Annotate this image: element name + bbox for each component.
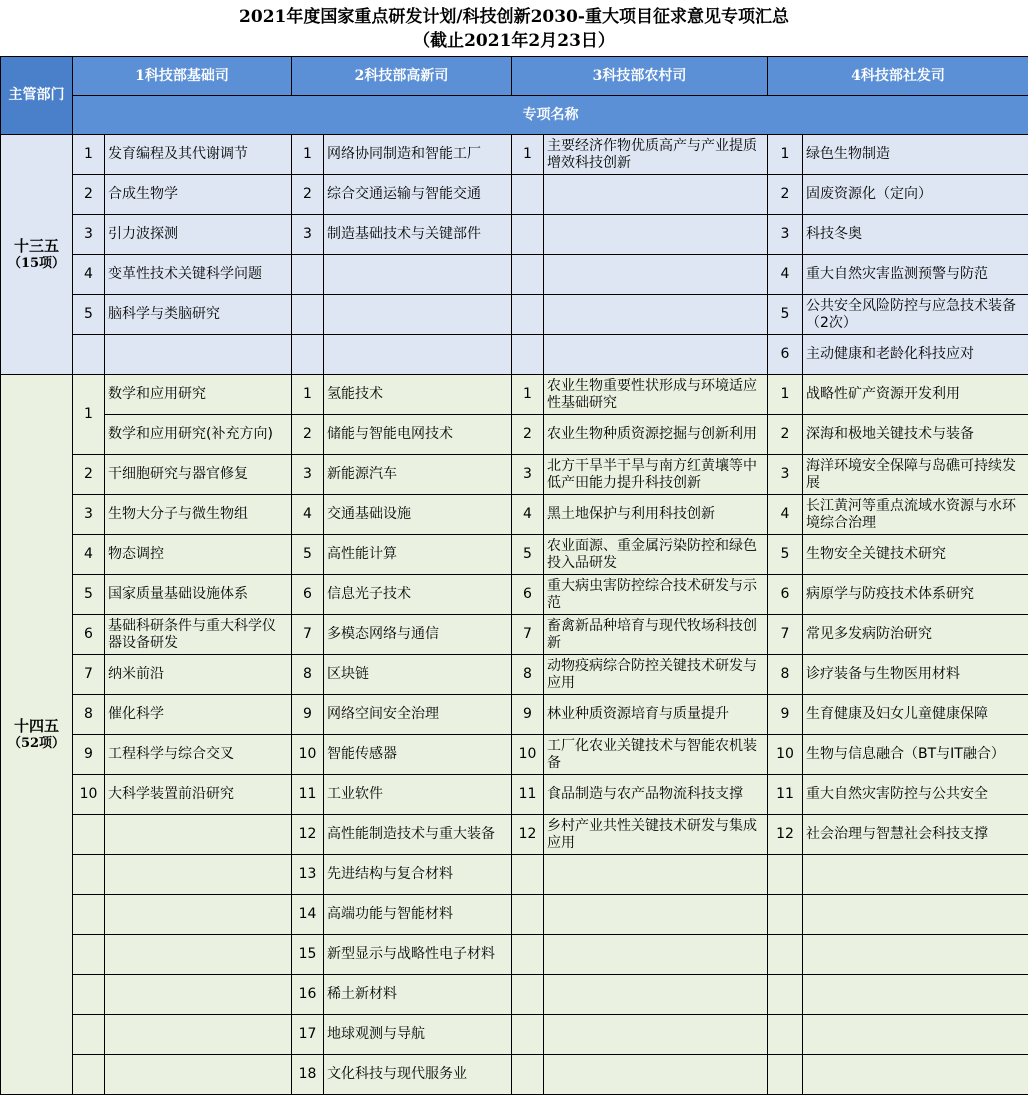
item-name: 工程科学与综合交叉 <box>105 735 292 775</box>
item-number: 6 <box>768 335 803 375</box>
section-name: 十三五 <box>13 236 59 255</box>
item-number: 2 <box>292 415 324 455</box>
item-name: 农业生物种质资源挖掘与创新利用 <box>544 415 768 455</box>
item-number <box>768 1015 803 1055</box>
item-name <box>324 335 512 375</box>
item-name: 新型显示与战略性电子材料 <box>324 935 512 975</box>
item-number <box>73 1055 105 1095</box>
table-row <box>1 455 1028 495</box>
project-name-header: 专项名称 <box>73 96 1028 135</box>
item-number <box>512 855 544 895</box>
dept-col-1: 1科技部基础司 <box>73 57 292 96</box>
table-row <box>1 135 1028 175</box>
item-name: 多模态网络与通信 <box>324 615 512 655</box>
table-row <box>1 495 1028 535</box>
item-name: 数学和应用研究(补充方向) <box>105 415 292 455</box>
item-number <box>73 975 105 1015</box>
item-name <box>803 935 1028 975</box>
item-number <box>73 815 105 855</box>
item-name <box>803 855 1028 895</box>
item-number: 10 <box>73 775 105 815</box>
item-number <box>768 935 803 975</box>
item-name: 储能与智能电网技术 <box>324 415 512 455</box>
dept-col-4: 4科技部社发司 <box>768 57 1028 96</box>
item-name: 战略性矿产资源开发利用 <box>803 375 1028 415</box>
item-number <box>512 1015 544 1055</box>
item-number: 10 <box>768 735 803 775</box>
item-name: 生物与信息融合（BT与IT融合） <box>803 735 1028 775</box>
item-number <box>512 935 544 975</box>
item-number <box>512 175 544 215</box>
table-row <box>1 615 1028 655</box>
item-name: 稀土新材料 <box>324 975 512 1015</box>
item-name: 海洋环境安全保障与岛礁可持续发展 <box>803 455 1028 495</box>
item-name: 工业软件 <box>324 775 512 815</box>
item-number: 6 <box>512 575 544 615</box>
item-name: 交通基础设施 <box>324 495 512 535</box>
item-name <box>544 295 768 335</box>
item-name: 催化科学 <box>105 695 292 735</box>
item-name <box>544 975 768 1015</box>
subheader-row <box>1 96 1028 135</box>
item-name <box>544 255 768 295</box>
item-number <box>512 295 544 335</box>
item-name <box>544 935 768 975</box>
item-name: 大科学装置前沿研究 <box>105 775 292 815</box>
item-number: 4 <box>768 255 803 295</box>
table-row <box>1 735 1028 775</box>
item-number: 11 <box>512 775 544 815</box>
item-number: 3 <box>292 215 324 255</box>
item-number: 1 <box>292 375 324 415</box>
item-name: 常见多发病防治研究 <box>803 615 1028 655</box>
item-number: 5 <box>292 535 324 575</box>
item-number: 3 <box>73 215 105 255</box>
item-name: 区块链 <box>324 655 512 695</box>
item-name: 动物疫病综合防控关键技术研发与应用 <box>544 655 768 695</box>
item-name: 高性能制造技术与重大装备 <box>324 815 512 855</box>
item-name: 智能传感器 <box>324 735 512 775</box>
item-name: 网络协同制造和智能工厂 <box>324 135 512 175</box>
item-name: 工厂化农业关键技术与智能农机装备 <box>544 735 768 775</box>
item-number: 2 <box>292 175 324 215</box>
item-name: 发育编程及其代谢调节 <box>105 135 292 175</box>
item-name: 新能源汽车 <box>324 455 512 495</box>
item-number: 8 <box>292 655 324 695</box>
item-number <box>73 855 105 895</box>
item-number: 8 <box>768 655 803 695</box>
section-count: （15项） <box>7 255 66 271</box>
title-line-2: （截止2021年2月23日） <box>413 31 615 51</box>
item-number: 12 <box>512 815 544 855</box>
item-number <box>512 1055 544 1095</box>
item-name <box>105 855 292 895</box>
item-number <box>292 335 324 375</box>
item-number: 4 <box>768 495 803 535</box>
item-name: 合成生物学 <box>105 175 292 215</box>
item-number: 10 <box>292 735 324 775</box>
item-number: 12 <box>292 815 324 855</box>
item-number <box>292 295 324 335</box>
item-number: 14 <box>292 895 324 935</box>
item-number: 5 <box>73 295 105 335</box>
item-name <box>544 215 768 255</box>
dept-col-3: 3科技部农村司 <box>512 57 768 96</box>
item-name: 乡村产业共性关键技术研发与集成应用 <box>544 815 768 855</box>
item-number <box>768 1055 803 1095</box>
item-name: 深海和极地关键技术与装备 <box>803 415 1028 455</box>
item-name: 物态调控 <box>105 535 292 575</box>
table-row <box>1 415 1028 455</box>
item-number: 4 <box>512 495 544 535</box>
item-number <box>512 895 544 935</box>
table-row <box>1 575 1028 615</box>
table-row <box>1 855 1028 895</box>
item-number: 9 <box>292 695 324 735</box>
section-count: （52项） <box>7 735 66 751</box>
document-title <box>0 0 1028 56</box>
item-name <box>803 975 1028 1015</box>
item-number: 4 <box>73 535 105 575</box>
item-number: 1 <box>73 375 105 455</box>
item-number: 3 <box>292 455 324 495</box>
item-number: 7 <box>292 615 324 655</box>
item-number: 13 <box>292 855 324 895</box>
table-row <box>1 695 1028 735</box>
item-number: 15 <box>292 935 324 975</box>
item-name: 高性能计算 <box>324 535 512 575</box>
item-name <box>105 1055 292 1095</box>
item-name <box>803 1015 1028 1055</box>
item-number: 6 <box>292 575 324 615</box>
item-number: 1 <box>768 375 803 415</box>
item-number: 2 <box>768 175 803 215</box>
item-name: 农业面源、重金属污染防控和绿色投入品研发 <box>544 535 768 575</box>
item-number: 2 <box>73 455 105 495</box>
item-number <box>512 975 544 1015</box>
item-name <box>105 935 292 975</box>
item-name <box>105 335 292 375</box>
item-name: 北方干旱半干旱与南方红黄壤等中低产田能力提升科技创新 <box>544 455 768 495</box>
table-row <box>1 255 1028 295</box>
item-name <box>544 175 768 215</box>
title-line-1: 2021年度国家重点研发计划/科技创新2030-重大项目征求意见专项汇总 <box>239 7 789 27</box>
table-row <box>1 175 1028 215</box>
item-number <box>292 255 324 295</box>
table-row <box>1 655 1028 695</box>
item-name: 重大病虫害防控综合技术研发与示范 <box>544 575 768 615</box>
item-number: 3 <box>512 455 544 495</box>
item-name: 重大自然灾害防控与公共安全 <box>803 775 1028 815</box>
item-number: 9 <box>768 695 803 735</box>
item-number: 11 <box>292 775 324 815</box>
section-label <box>1 375 73 1095</box>
item-name <box>105 815 292 855</box>
item-name: 畜禽新品种培育与现代牧场科技创新 <box>544 615 768 655</box>
section-name: 十四五 <box>13 716 59 735</box>
item-number: 1 <box>292 135 324 175</box>
item-number: 5 <box>768 295 803 335</box>
item-name: 科技冬奥 <box>803 215 1028 255</box>
item-number: 4 <box>292 495 324 535</box>
dept-col-2: 2科技部高新司 <box>292 57 512 96</box>
item-number <box>73 335 105 375</box>
item-name: 氢能技术 <box>324 375 512 415</box>
item-number: 6 <box>73 615 105 655</box>
item-number: 11 <box>768 775 803 815</box>
item-name: 公共安全风险防控与应急技术装备（2次） <box>803 295 1028 335</box>
item-name: 引力波探测 <box>105 215 292 255</box>
item-name <box>105 1015 292 1055</box>
item-name: 网络空间安全治理 <box>324 695 512 735</box>
item-number: 2 <box>768 415 803 455</box>
item-number <box>512 255 544 295</box>
item-number: 8 <box>73 695 105 735</box>
table-row <box>1 815 1028 855</box>
item-name <box>324 255 512 295</box>
item-number: 3 <box>768 455 803 495</box>
item-number: 2 <box>73 175 105 215</box>
item-name: 主动健康和老龄化科技应对 <box>803 335 1028 375</box>
item-number <box>73 935 105 975</box>
item-name: 综合交通运输与智能交通 <box>324 175 512 215</box>
item-number: 5 <box>512 535 544 575</box>
item-name: 生物安全关键技术研究 <box>803 535 1028 575</box>
table-row <box>1 1015 1028 1055</box>
table-row <box>1 535 1028 575</box>
item-number: 7 <box>73 655 105 695</box>
item-number: 1 <box>73 135 105 175</box>
item-number: 18 <box>292 1055 324 1095</box>
item-name <box>544 1055 768 1095</box>
item-name: 信息光子技术 <box>324 575 512 615</box>
item-number: 17 <box>292 1015 324 1055</box>
item-name: 社会治理与智慧社会科技支撑 <box>803 815 1028 855</box>
item-number <box>768 895 803 935</box>
table-row <box>1 1055 1028 1095</box>
item-name: 制造基础技术与关键部件 <box>324 215 512 255</box>
item-name: 固废资源化（定向） <box>803 175 1028 215</box>
item-number: 1 <box>768 135 803 175</box>
item-name: 长江黄河等重点流域水资源与水环境综合治理 <box>803 495 1028 535</box>
item-name <box>105 975 292 1015</box>
item-number: 4 <box>73 255 105 295</box>
item-name: 绿色生物制造 <box>803 135 1028 175</box>
item-name: 黑土地保护与利用科技创新 <box>544 495 768 535</box>
item-number: 1 <box>512 375 544 415</box>
item-name <box>324 295 512 335</box>
table-row <box>1 215 1028 255</box>
item-number: 12 <box>768 815 803 855</box>
table-row <box>1 375 1028 415</box>
item-name: 先进结构与复合材料 <box>324 855 512 895</box>
item-name <box>803 1055 1028 1095</box>
item-number <box>512 335 544 375</box>
dept-header: 主管部门 <box>1 57 73 135</box>
item-number: 5 <box>73 575 105 615</box>
item-name: 病原学与防疫技术体系研究 <box>803 575 1028 615</box>
table-row <box>1 775 1028 815</box>
item-name: 国家质量基础设施体系 <box>105 575 292 615</box>
item-number: 16 <box>292 975 324 1015</box>
table-row <box>1 895 1028 935</box>
item-number: 10 <box>512 735 544 775</box>
item-number: 1 <box>512 135 544 175</box>
item-name: 高端功能与智能材料 <box>324 895 512 935</box>
item-name: 生育健康及妇女儿童健康保障 <box>803 695 1028 735</box>
item-number: 3 <box>73 495 105 535</box>
item-name: 食品制造与农产品物流科技支撑 <box>544 775 768 815</box>
item-name <box>544 335 768 375</box>
item-name: 基础科研条件与重大科学仪器设备研发 <box>105 615 292 655</box>
item-number <box>512 215 544 255</box>
table-row <box>1 295 1028 335</box>
item-name: 脑科学与类脑研究 <box>105 295 292 335</box>
item-name <box>544 855 768 895</box>
item-name: 主要经济作物优质高产与产业提质增效科技创新 <box>544 135 768 175</box>
item-number: 6 <box>768 575 803 615</box>
section-label <box>1 135 73 375</box>
item-number <box>73 1015 105 1055</box>
item-name <box>105 895 292 935</box>
item-name: 纳米前沿 <box>105 655 292 695</box>
item-number: 2 <box>512 415 544 455</box>
item-name <box>544 895 768 935</box>
item-name: 文化科技与现代服务业 <box>324 1055 512 1095</box>
item-number: 7 <box>768 615 803 655</box>
item-number: 9 <box>512 695 544 735</box>
item-number: 8 <box>512 655 544 695</box>
item-name: 数学和应用研究 <box>105 375 292 415</box>
item-number: 7 <box>512 615 544 655</box>
table-row <box>1 935 1028 975</box>
item-name: 生物大分子与微生物组 <box>105 495 292 535</box>
item-name: 干细胞研究与器官修复 <box>105 455 292 495</box>
item-name <box>544 1015 768 1055</box>
item-number <box>768 975 803 1015</box>
table-row <box>1 335 1028 375</box>
header-row <box>1 57 1028 96</box>
item-name: 诊疗装备与生物医用材料 <box>803 655 1028 695</box>
projects-table <box>0 56 1028 1095</box>
item-number <box>768 855 803 895</box>
item-name: 变革性技术关键科学问题 <box>105 255 292 295</box>
item-name: 林业种质资源培育与质量提升 <box>544 695 768 735</box>
item-number: 9 <box>73 735 105 775</box>
item-number <box>73 895 105 935</box>
table-row <box>1 975 1028 1015</box>
item-number: 3 <box>768 215 803 255</box>
item-name: 地球观测与导航 <box>324 1015 512 1055</box>
item-name <box>803 895 1028 935</box>
item-name: 农业生物重要性状形成与环境适应性基础研究 <box>544 375 768 415</box>
item-name: 重大自然灾害监测预警与防范 <box>803 255 1028 295</box>
item-number: 5 <box>768 535 803 575</box>
